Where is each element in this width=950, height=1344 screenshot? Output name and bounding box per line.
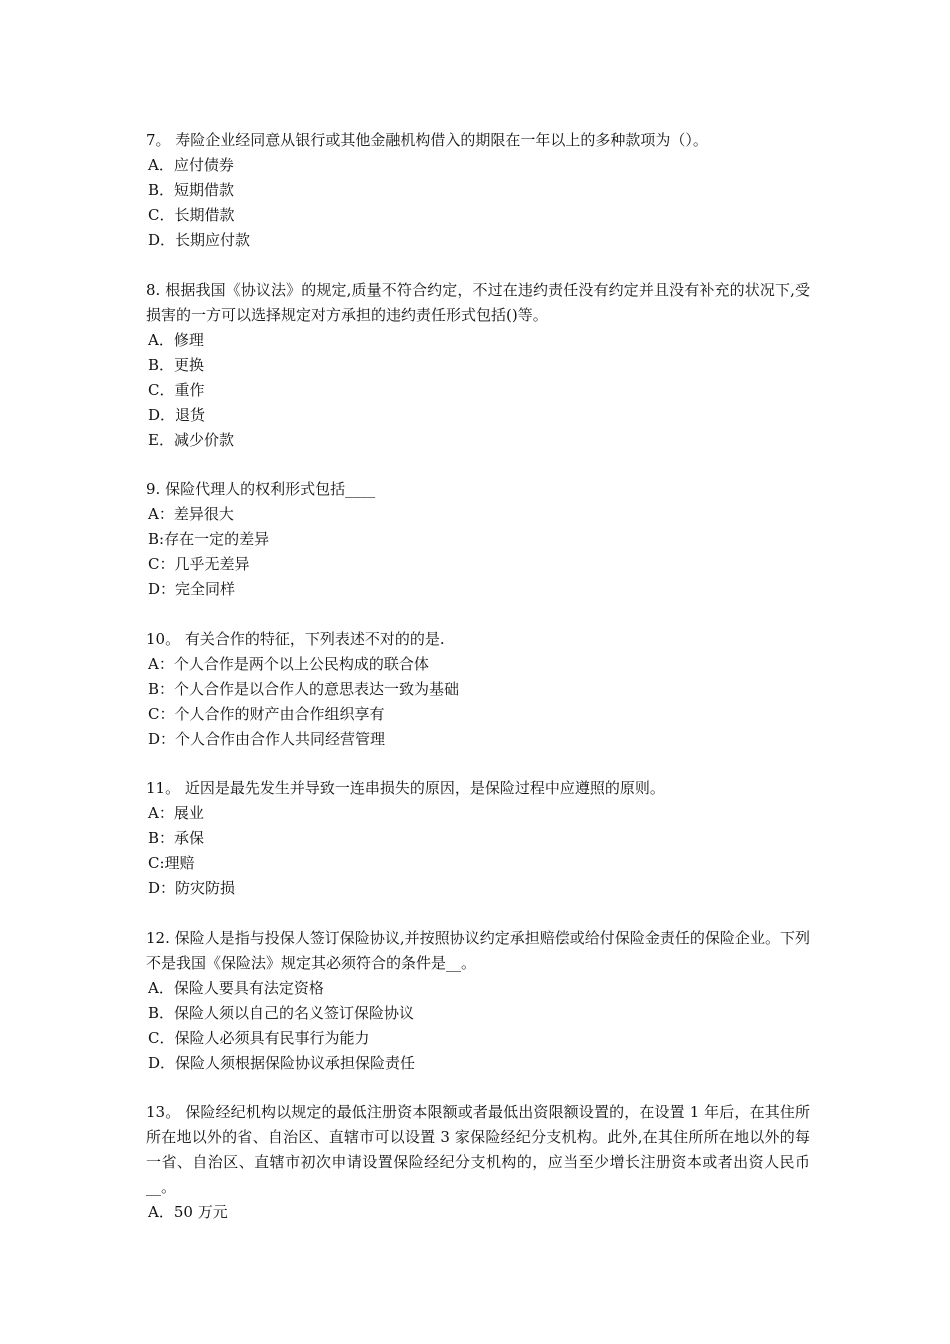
option-a: A．应付债券	[148, 156, 234, 174]
option-d: D．保险人须根据保险协议承担保险责任	[148, 1053, 416, 1072]
option-c: C:理赔	[148, 854, 195, 872]
option-a: A：差异很大	[148, 505, 234, 523]
question-text: 9. 保险代理人的权利形式包括____	[146, 480, 376, 498]
question-8	[146, 278, 810, 453]
option-b: B．保险人须以自己的名义签订保险协议	[148, 1003, 415, 1022]
question-text: 7。 寿险企业经同意从银行或其他金融机构借入的期限在一年以上的多种款项为（）。	[146, 131, 708, 149]
question-12	[146, 926, 810, 1076]
question-text: 10。 有关合作的特征，下列表述不对的的是.	[146, 629, 445, 648]
option-d: D：防灾防损	[148, 879, 236, 897]
option-d: D：个人合作由合作人共同经营管理	[148, 729, 386, 748]
question-13	[146, 1100, 810, 1225]
question-10	[146, 627, 810, 752]
option-b: B：个人合作是以合作人的意思表达一致为基础	[148, 679, 460, 698]
option-d: D．退货	[148, 405, 206, 424]
option-b: B:存在一定的差异	[148, 530, 270, 548]
option-d: D：完全同样	[148, 580, 236, 598]
question-list	[146, 128, 810, 1250]
option-d: D．长期应付款	[148, 231, 251, 249]
option-b: B．更换	[148, 355, 205, 374]
option-a: A：展业	[148, 804, 204, 822]
question-9	[146, 477, 810, 602]
option-c: C．保险人必须具有民事行为能力	[148, 1028, 370, 1047]
question-text: 12. 保险人是指与投保人签订保险协议,并按照协议约定承担赔偿或给付保险金责任的保险企业。下列不是我国《保险法》规定其必须符合的条件是__。	[146, 928, 810, 972]
option-b: B：承保	[148, 829, 205, 847]
question-11	[146, 776, 810, 901]
option-a: A．保险人要具有法定资格	[148, 978, 324, 997]
question-text: 11。 近因是最先发生并导致一连串损失的原因，是保险过程中应遵照的原则。	[146, 779, 665, 797]
option-c: C．重作	[148, 380, 205, 399]
option-e: E．减少价款	[148, 430, 234, 449]
question-text: 13。 保险经纪机构以规定的最低注册资本限额或者最低出资限额设置的，在设置 1 年后，在其住所所在地以外的省、自治区、直辖市可以设置 3 家保险经纪分支机构。此外,在其住所所在地以外的每一省、自治区、直辖市初次申请设置保险经纪分支机构的，应当至少增长注册资本或者出资人民币__。	[146, 1103, 810, 1196]
option-a: A．修理	[148, 330, 204, 349]
question-text: 8. 根据我国《协议法》的规定,质量不符合约定，不过在违约责任没有约定并且没有补充的状况下,受损害的一方可以选择规定对方承担的违约责任形式包括()等。	[146, 280, 810, 324]
question-7	[146, 128, 810, 253]
option-c: C．长期借款	[148, 206, 235, 224]
option-b: B．短期借款	[148, 181, 235, 199]
option-a: A．50 万元	[148, 1203, 228, 1221]
option-c: C：几乎无差异	[148, 555, 250, 573]
option-a: A：个人合作是两个以上公民构成的联合体	[148, 654, 429, 673]
option-c: C：个人合作的财产由合作组织享有	[148, 704, 385, 723]
